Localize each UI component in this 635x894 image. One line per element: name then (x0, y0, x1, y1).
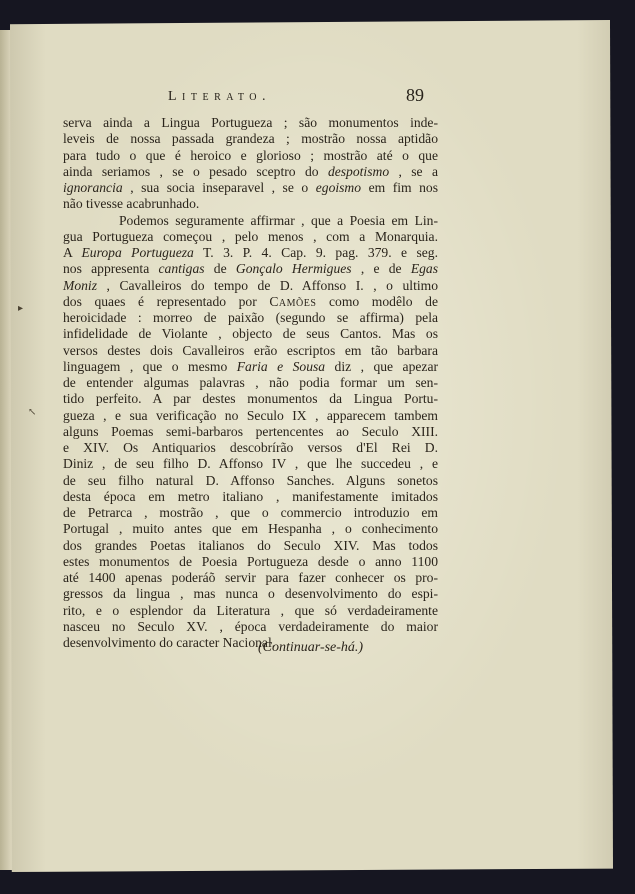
text-line: infidelidade de Violante , objecto de seus Cantos. Mas os (63, 326, 438, 342)
text-line: gressos da lingua , mas nunca o desenvolvimento do espi- (63, 586, 438, 602)
text-line: dos grandes Poetas italianos do Seculo XIV. Mas todos (63, 537, 438, 553)
text-line: Portugal , muito antes que em Hespanha , o conhecimento (63, 521, 438, 537)
text-line: leveis de nossa passada grandeza ; mostrão nossa aptidão (63, 131, 438, 147)
text-line: serva ainda a Lingua Portugueza ; são monumentos inde- (63, 115, 438, 130)
text-line: Diniz , de seu filho D. Affonso IV , que lhe succedeu , e (63, 456, 438, 472)
text-line: e XIV. Os Antiquarios descobrírão versos d'El Rei D. (63, 440, 438, 455)
text-line: desenvolvimento do caracter Nacional. (63, 635, 276, 650)
text-line: até 1400 apenas poderáõ servir para fazer conhecer os pro- (63, 570, 438, 585)
text-line: nos appresenta cantigas de Gonçalo Hermigues , e de Egas (63, 261, 438, 277)
text-line: de entender algumas palavras , não podia formar um sen- (63, 375, 438, 390)
text-line: de seu filho natural D. Affonso Sanches. Alguns sonetos (63, 472, 438, 488)
margin-mark: ↖ (28, 407, 37, 418)
previous-page-edge (0, 30, 12, 870)
text-line: desta época em metro italiano , manifestamente imitados (63, 488, 438, 504)
text-line: Podemos seguramente affirmar , que a Poesia em Lin- (119, 212, 438, 228)
page-number: 89 (406, 85, 424, 105)
text-line: Moniz , Cavalleiros do tempo de D. Affonso I. , o ultimo (63, 277, 438, 293)
margin-mark: ▸ (18, 303, 24, 314)
text-line: não tivesse acabrunhado. (63, 196, 200, 212)
text-line: A Europa Portugueza T. 3. P. 4. Cap. 9. pag. 379. e seg. (63, 245, 438, 260)
body-text (63, 115, 438, 651)
text-line: heroicidade : morreo de paixão (segundo se affirma) pela (63, 310, 438, 325)
running-head: Literato. (168, 89, 272, 104)
text-line: tido perfeito. A par destes monumentos da Lingua Portu- (63, 391, 438, 407)
text-line: gua Portugueza começou , pelo menos , com a Monarquia. (63, 228, 438, 244)
continuation-note: (Continuar-se-há.) (258, 640, 364, 655)
text-line: dos quaes é representado por Camões como modêlo de (63, 293, 438, 309)
text-line: versos destes dois Cavalleiros erão escriptos em tão barbara (63, 342, 438, 358)
text-line: nasceu no Seculo XV. , época verdadeiramente do maior (63, 618, 438, 634)
text-line: gueza , e sua verificação no Seculo IX , apparecem tambem (63, 407, 438, 423)
text-line: para tudo o que é heroico e glorioso ; mostrão até o que (63, 147, 438, 163)
text-line: alguns Poemas semi-barbaros pertencentes ao Seculo XIII. (63, 423, 438, 439)
text-line: ignorancia , sua socia inseparavel , se o egoismo em fim nos (63, 180, 438, 195)
text-line: ainda seriamos , se o pesado sceptro do despotismo , se a (63, 163, 439, 179)
text-line: estes monumentos de Poesia Portugueza desde o anno 1100 (63, 553, 438, 569)
text-line: de Petrarca , mostrão , que o commercio introduzio em (63, 505, 438, 520)
text-line: rito, e o esplendor da Literatura , que só verdadeiramente (63, 602, 438, 618)
text-line: linguagem , que o mesmo Faria e Sousa diz , que apezar (63, 358, 438, 374)
